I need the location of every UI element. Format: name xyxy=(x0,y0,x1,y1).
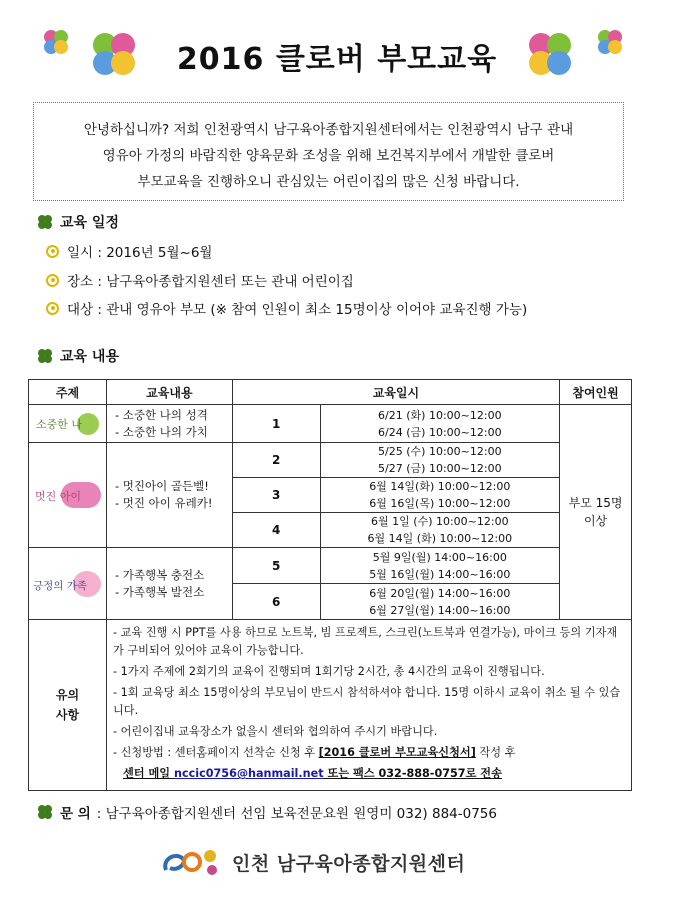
apply-suffix: 작성 후 xyxy=(475,746,516,759)
clover-leaf-icon xyxy=(36,347,54,365)
page-title: 2016 클로버 부모교육 xyxy=(176,42,498,77)
topic-3-logo xyxy=(31,567,103,601)
org-logo-icon xyxy=(160,842,224,882)
session-num: 1 xyxy=(232,405,320,443)
contact-text: : 남구육아종합지원센터 선임 보육전문요원 원영미 032) 884-0756 xyxy=(96,806,497,822)
notes-list xyxy=(106,620,631,791)
info-target xyxy=(46,298,527,318)
apply-form-name: [2016 클로버 부모교육신청서] xyxy=(318,746,476,759)
notes-row xyxy=(29,620,632,791)
clover-leaf-icon xyxy=(36,803,54,821)
content-line: - 소중한 나의 성격 xyxy=(114,407,208,422)
info-date-text: 일시 : 2016년 5월~6월 xyxy=(67,245,213,261)
title-area xyxy=(0,20,674,84)
topic-badge-3 xyxy=(29,567,106,601)
topic-3-text: 긍정의 가족 xyxy=(33,579,88,592)
topic-2-logo xyxy=(31,478,103,512)
schedule-table xyxy=(28,379,632,791)
topic-1-text: 소중한 나 xyxy=(36,417,83,431)
info-date xyxy=(46,241,212,261)
topic-badge-1 xyxy=(29,410,106,438)
info-place-text: 장소 : 남구육아종합지원센터 또는 관내 어린이집 xyxy=(67,274,354,290)
session-dates xyxy=(320,584,560,620)
notes-label-line: 유의 xyxy=(55,688,80,702)
date-line: 5/27 (금) 10:00~12:00 xyxy=(378,462,502,475)
notes-label-line: 사항 xyxy=(55,708,80,722)
table-header-row xyxy=(29,380,632,405)
header-people: 참여인원 xyxy=(560,380,632,405)
session-dates xyxy=(320,548,560,584)
schedule-heading-text: 교육 일정 xyxy=(60,215,119,231)
topic-2-text: 멋진 아이 xyxy=(35,490,82,503)
note-item: - 교육 진행 시 PPT를 사용 하므로 노트북, 빔 프로젝트, 스크린(노트북과 연결가능), 마이크 등의 기자재가 구비되어 있어야 교육이 가능합니다. xyxy=(112,626,618,657)
date-line: 6/21 (화) 10:00~12:00 xyxy=(378,408,502,422)
info-place xyxy=(46,270,354,290)
email-link[interactable]: nccic0756@hanmail.net xyxy=(174,767,324,780)
content-line: - 멋진 아이 유레카! xyxy=(114,496,213,510)
bullet-icon xyxy=(46,274,59,287)
session-dates xyxy=(320,478,560,513)
notes-label xyxy=(29,620,107,791)
table-row xyxy=(29,405,632,443)
header-dates: 교육일시 xyxy=(232,380,559,405)
topic-badge-2 xyxy=(29,478,106,512)
topic-cell xyxy=(29,548,107,620)
date-line: 6월 16일(목) 10:00~12:00 xyxy=(369,497,511,510)
content-line: - 가족행복 발전소 xyxy=(114,584,205,599)
bullet-icon xyxy=(46,245,59,258)
date-line: 5월 16일(월) 14:00~16:00 xyxy=(369,567,511,581)
contact-line xyxy=(36,802,497,822)
note-item: - 1가지 주제에 2회기의 교육이 진행되며 1회기당 2시간, 총 4시간의 교육이 진행됩니다. xyxy=(112,665,545,678)
date-line: 6월 14일(화) 10:00~12:00 xyxy=(369,480,511,493)
people-line: 이상 xyxy=(583,514,608,528)
session-num: 4 xyxy=(232,513,320,548)
contact-label: 문 의 xyxy=(60,806,91,822)
note-item-mail xyxy=(113,765,625,783)
date-line: 6월 20일(월) 14:00~16:00 xyxy=(369,586,511,600)
footer-logo xyxy=(160,842,465,882)
intro-line: 안녕하십니까? 저희 인천광역시 남구육아종합지원센터에서는 인천광역시 남구 관내 xyxy=(83,122,574,138)
date-line: 6월 1일 (수) 10:00~12:00 xyxy=(371,515,509,528)
session-dates xyxy=(320,443,560,478)
header-content: 교육내용 xyxy=(106,380,232,405)
session-dates xyxy=(320,405,560,443)
info-target-text: 대상 : 관내 영유아 부모 (※ 참여 인원이 최소 15명이상 이어야 교육진행 가능) xyxy=(67,302,528,318)
people-cell xyxy=(560,405,632,620)
schedule-heading xyxy=(36,212,119,232)
session-dates xyxy=(320,513,560,548)
date-line: 6월 27일(월) 14:00~16:00 xyxy=(369,603,511,617)
date-line: 6월 14일 (화) 10:00~12:00 xyxy=(367,532,513,545)
session-num: 2 xyxy=(232,443,320,478)
date-line: 6/24 (금) 10:00~12:00 xyxy=(378,425,502,439)
people-line: 부모 15명 xyxy=(568,496,623,510)
clover-leaf-icon xyxy=(36,213,54,231)
intro-line: 부모교육을 진행하오니 관심있는 어린이집의 많은 신청 바랍니다. xyxy=(137,174,520,190)
mail-suffix: 또는 팩스 032-888-0757로 전송 xyxy=(323,767,502,780)
intro-line: 영유아 가정의 바람직한 양육문화 조성을 위해 보건복지부에서 개발한 클로버 xyxy=(102,148,555,164)
mail-prefix: 센터 메일 xyxy=(122,767,175,780)
date-line: 5월 9일(월) 14:00~16:00 xyxy=(372,550,507,564)
content-heading xyxy=(36,346,119,366)
topic-cell xyxy=(29,405,107,443)
content-cell xyxy=(106,405,232,443)
content-heading-text: 교육 내용 xyxy=(60,349,119,365)
note-item-apply xyxy=(113,744,625,762)
content-line: - 멋진아이 골든벨! xyxy=(114,479,209,493)
content-line: - 가족행복 충전소 xyxy=(114,567,205,582)
content-cell xyxy=(106,548,232,620)
content-cell xyxy=(106,443,232,548)
session-num: 5 xyxy=(232,548,320,584)
table-row xyxy=(29,443,632,478)
date-line: 5/25 (수) 10:00~12:00 xyxy=(378,445,502,458)
apply-prefix: - 신청방법 : 센터홈페이지 선착순 신청 후 xyxy=(112,746,319,759)
intro-box xyxy=(33,102,624,201)
topic-cell xyxy=(29,443,107,548)
header-topic: 주제 xyxy=(29,380,107,405)
clover-icon xyxy=(594,26,626,58)
session-num: 3 xyxy=(232,478,320,513)
bullet-icon xyxy=(46,302,59,315)
org-name: 인천 남구육아종합지원센터 xyxy=(232,852,466,875)
note-item: - 1회 교육당 최소 15명이상의 부모님이 반드시 참석하셔야 합니다. 15명 이하시 교육이 취소 될 수 있습니다. xyxy=(112,686,621,717)
topic-1-logo xyxy=(32,410,102,438)
content-line: - 소중한 나의 가치 xyxy=(114,424,208,439)
clover-icon xyxy=(522,26,578,82)
session-num: 6 xyxy=(232,584,320,620)
note-item: - 어린이집내 교육장소가 없을시 센터와 협의하여 주시기 바랍니다. xyxy=(112,725,438,738)
table-row xyxy=(29,548,632,584)
